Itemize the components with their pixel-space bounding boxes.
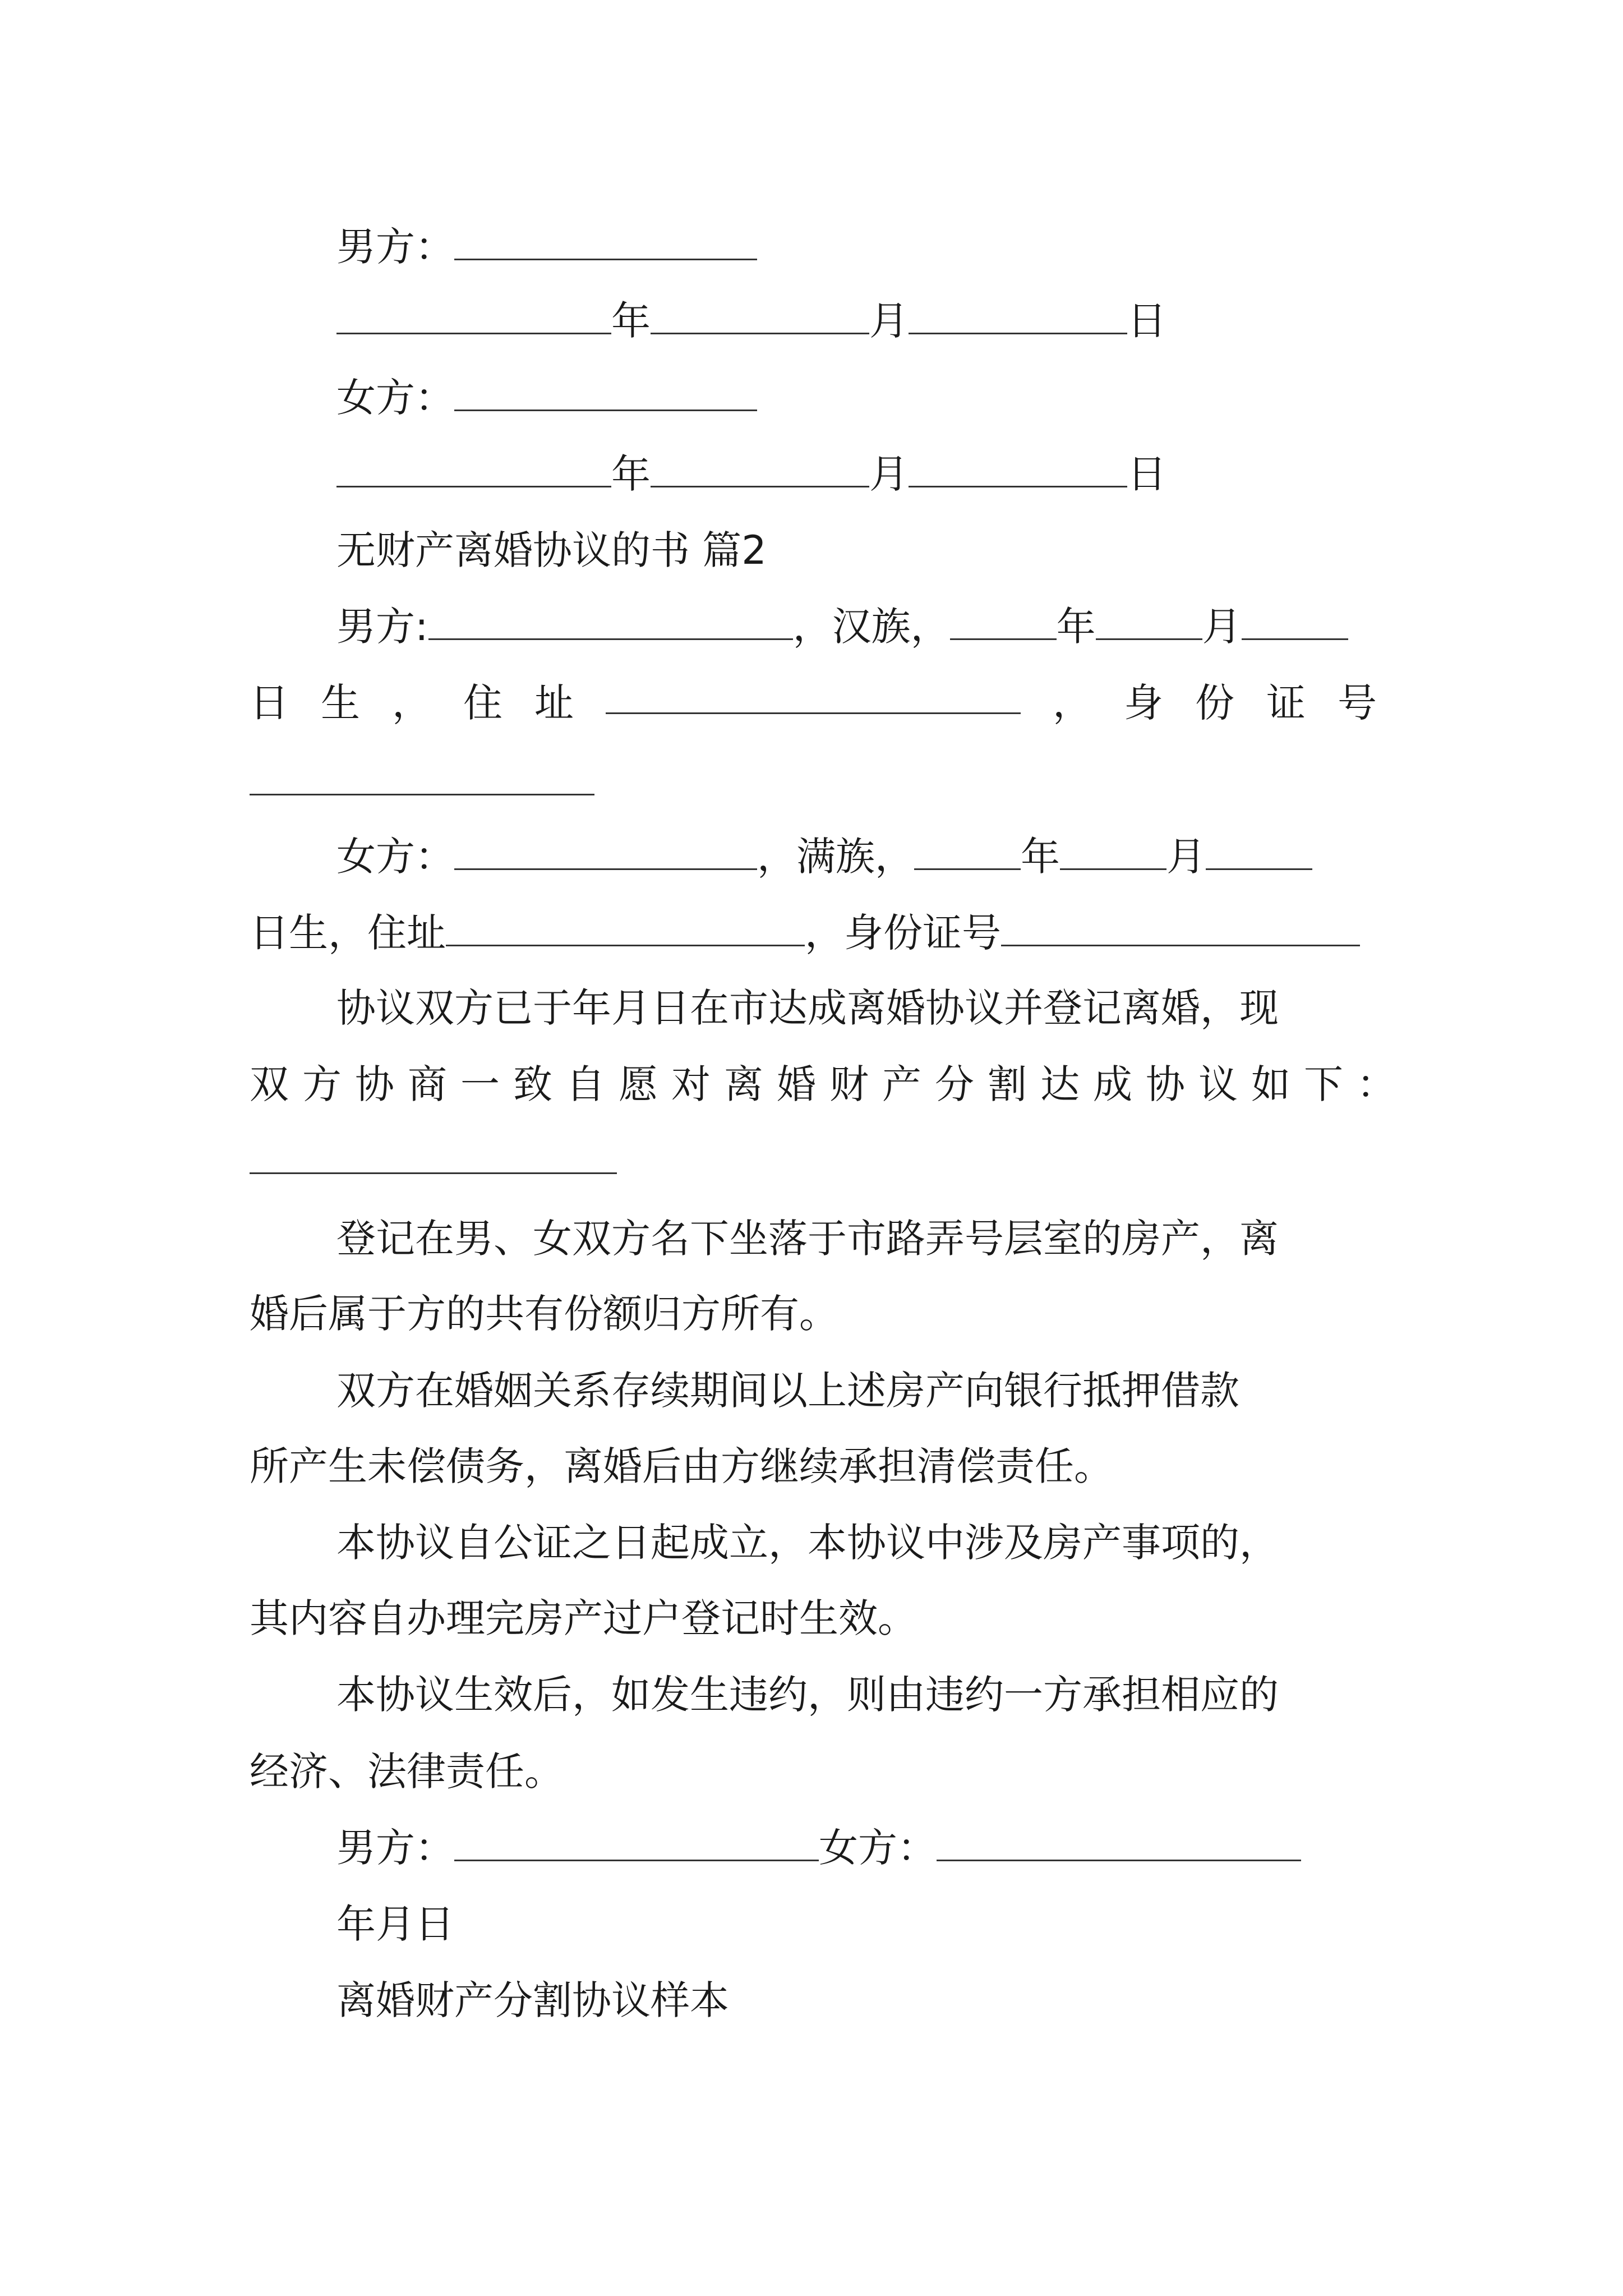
- date-line-2: [336, 449, 1166, 499]
- year-blank: [950, 604, 1057, 640]
- paragraph-4-line-1: 本协议自公证之日起成立，本协议中涉及房产事项的，: [336, 1520, 1279, 1566]
- text-char: 号: [1338, 680, 1377, 726]
- id-number-blank: [250, 794, 594, 795]
- male-label: 男方：: [336, 1825, 454, 1871]
- month-blank: [651, 451, 869, 487]
- year-label: 年: [1021, 834, 1060, 880]
- female-details-line: [336, 831, 1312, 882]
- paragraph-1-line-2: 双方协商一致自愿对离婚财产分割达成协议如下：: [250, 1061, 1409, 1107]
- female-signature-blank: [937, 1825, 1301, 1861]
- month-label: 月: [1166, 834, 1206, 880]
- male-signature-line: [336, 222, 757, 272]
- female-label: 女方：: [336, 375, 454, 421]
- month-blank: [1060, 834, 1166, 870]
- year-blank: [336, 451, 611, 487]
- text-char: 住: [463, 680, 502, 726]
- year-label: 年: [1056, 604, 1096, 650]
- paragraph-3-line-1: 双方在婚姻关系存续期间以上述房产向银行抵押借款: [336, 1368, 1239, 1414]
- year-blank: [914, 834, 1021, 870]
- paragraph-2-line-2: 婚后属于方的共有份额归方所有。: [250, 1291, 838, 1337]
- text-char: 身: [1124, 680, 1163, 726]
- female-signature-line: [336, 372, 757, 423]
- month-label: 月: [1202, 604, 1242, 650]
- male-signature-blank: [454, 1825, 819, 1861]
- text-char: ，: [392, 680, 431, 726]
- paragraph-5-line-2: 经济、法律责任。: [250, 1749, 564, 1795]
- signature-line: [336, 1823, 1301, 1873]
- ethnicity-text: ，满族，: [757, 834, 914, 880]
- paragraph-1-line-1: 协议双方已于年月日在市达成离婚协议并登记离婚，现: [336, 985, 1279, 1031]
- address-blank: [606, 678, 1021, 714]
- day-label: 日: [1127, 298, 1166, 344]
- male-name-blank: [428, 604, 793, 640]
- female-name-blank: [454, 375, 757, 411]
- day-label: 日: [1127, 451, 1166, 497]
- male-name-blank: [454, 224, 757, 260]
- male-address-line: [250, 678, 1377, 728]
- day-blank: [1206, 834, 1312, 870]
- text-char: 证: [1266, 680, 1306, 726]
- signature-date: 年月日: [336, 1901, 454, 1947]
- female-label: 女方：: [819, 1825, 937, 1871]
- section-heading-3: 离婚财产分割协议样本: [336, 1977, 729, 2023]
- month-label: 月: [869, 298, 909, 344]
- month-label: 月: [869, 451, 909, 497]
- paragraph-3-line-2: 所产生未偿债务，离婚后由方继续承担清偿责任。: [250, 1443, 1113, 1489]
- male-label: 男方：: [336, 224, 454, 270]
- paragraph-2-line-1: 登记在男、女双方名下坐落于市路弄号层室的房产，离: [336, 1216, 1279, 1262]
- day-blank: [1242, 604, 1348, 640]
- female-label: 女方：: [336, 834, 454, 880]
- female-address-line: [250, 908, 1360, 958]
- ethnicity-text: ，汉族，: [792, 604, 950, 650]
- year-blank: [336, 298, 611, 334]
- text-char: 日: [250, 680, 289, 726]
- year-label: 年: [611, 298, 651, 344]
- paragraph-4-line-2: 其内容自办理完房产过户登记时生效。: [250, 1595, 917, 1641]
- address-blank: [446, 910, 805, 946]
- text-char: 份: [1195, 680, 1234, 726]
- year-label: 年: [611, 451, 651, 497]
- day-blank: [909, 451, 1127, 487]
- date-line-1: [336, 296, 1166, 346]
- paragraph-5-line-1: 本协议生效后，如发生违约，则由违约一方承担相应的: [336, 1672, 1279, 1718]
- male-label: 男方:: [336, 604, 428, 650]
- address-label: 日生，住址: [250, 910, 446, 956]
- male-details-line: [336, 601, 1348, 652]
- text-char: 生: [321, 680, 360, 726]
- blank-line: [250, 1172, 617, 1174]
- text-char: 址: [534, 680, 574, 726]
- section-heading-2: 无财产离婚协议的书 篇2: [336, 527, 767, 573]
- month-blank: [1096, 604, 1202, 640]
- id-label: ，身份证号: [805, 910, 1001, 956]
- female-name-blank: [454, 834, 757, 870]
- text-char: ，: [1053, 680, 1092, 726]
- month-blank: [651, 298, 869, 334]
- day-blank: [909, 298, 1127, 334]
- id-number-blank: [1001, 910, 1360, 946]
